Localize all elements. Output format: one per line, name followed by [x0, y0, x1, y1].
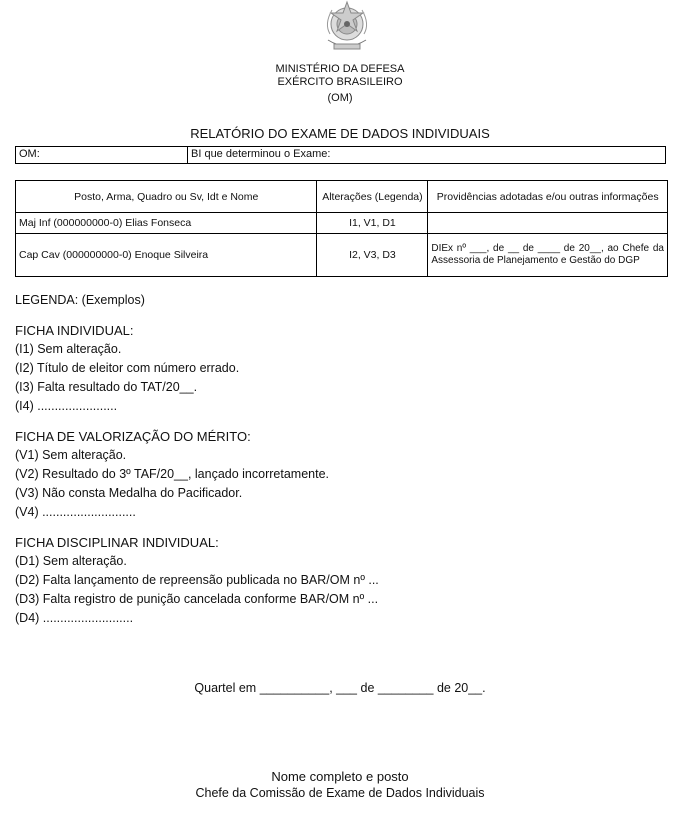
army-heading: EXÉRCITO BRASILEIRO — [277, 76, 403, 88]
legend-item: (I4) ....................... — [15, 399, 118, 413]
legend-item: (V4) ........................... — [15, 505, 136, 519]
cell-name: Cap Cav (000000000-0) Enoque Silveira — [16, 234, 317, 277]
legend-item: (I2) Título de eleitor com número errado. — [15, 361, 240, 375]
header-alteracoes: Alterações (Legenda) — [317, 181, 428, 213]
legend-section — [15, 533, 379, 628]
legend-section — [15, 321, 239, 416]
signature-name: Nome completo e posto — [271, 769, 409, 784]
section-heading: FICHA INDIVIDUAL: — [15, 323, 134, 338]
header-providencias: Providências adotadas e/ou outras informações — [428, 181, 668, 213]
date-line: Quartel em __________, ___ de ________ de 20__. — [194, 681, 486, 695]
bi-label: BI que determinou o Exame: — [191, 148, 331, 160]
cell-providencias: DIEx nº ___, de __ de ____ de 20__, ao Chefe da Assessoria de Planejamento e Gestão do DGP — [428, 234, 668, 277]
table-row — [16, 213, 668, 234]
legend-item: (V1) Sem alteração. — [15, 448, 127, 462]
report-title: RELATÓRIO DO EXAME DE DADOS INDIVIDUAIS — [190, 126, 490, 141]
cell-name: Maj Inf (000000000-0) Elias Fonseca — [16, 213, 317, 234]
legend-section — [15, 427, 329, 522]
section-heading: FICHA DISCIPLINAR INDIVIDUAL: — [15, 535, 219, 550]
cell-providencias — [428, 213, 668, 234]
table-row — [16, 234, 668, 277]
legend-item: (V3) Não consta Medalha do Pacificador. — [15, 486, 243, 500]
legend-item: (D1) Sem alteração. — [15, 554, 127, 568]
cell-alteracoes: I1, V1, D1 — [317, 213, 428, 234]
legend-item: (D3) Falta registro de punição cancelada conforme BAR/OM nº ... — [15, 592, 379, 606]
legend-item: (V2) Resultado do 3º TAF/20__, lançado incorretamente. — [15, 467, 330, 481]
om-heading: (OM) — [327, 92, 353, 104]
signature-role: Chefe da Comissão de Exame de Dados Individuais — [195, 786, 485, 800]
legend-item: (I1) Sem alteração. — [15, 342, 122, 356]
legend-item: (I3) Falta resultado do TAT/20__. — [15, 380, 198, 394]
legend-title: LEGENDA: (Exemplos) — [15, 293, 145, 307]
legend-item: (D2) Falta lançamento de repreensão publicada no BAR/OM nº ... — [15, 573, 379, 587]
legend-item: (D4) .......................... — [15, 611, 134, 625]
om-label: OM: — [16, 147, 188, 163]
om-row — [15, 146, 666, 164]
ministry-heading: MINISTÉRIO DA DEFESA — [275, 63, 405, 75]
section-heading: FICHA DE VALORIZAÇÃO DO MÉRITO: — [15, 429, 251, 444]
header-name: Posto, Arma, Quadro ou Sv, Idt e Nome — [16, 181, 317, 213]
data-table — [15, 180, 668, 277]
table-header-row — [16, 181, 668, 213]
cell-alteracoes: I2, V3, D3 — [317, 234, 428, 277]
coat-of-arms-icon — [316, 0, 378, 56]
